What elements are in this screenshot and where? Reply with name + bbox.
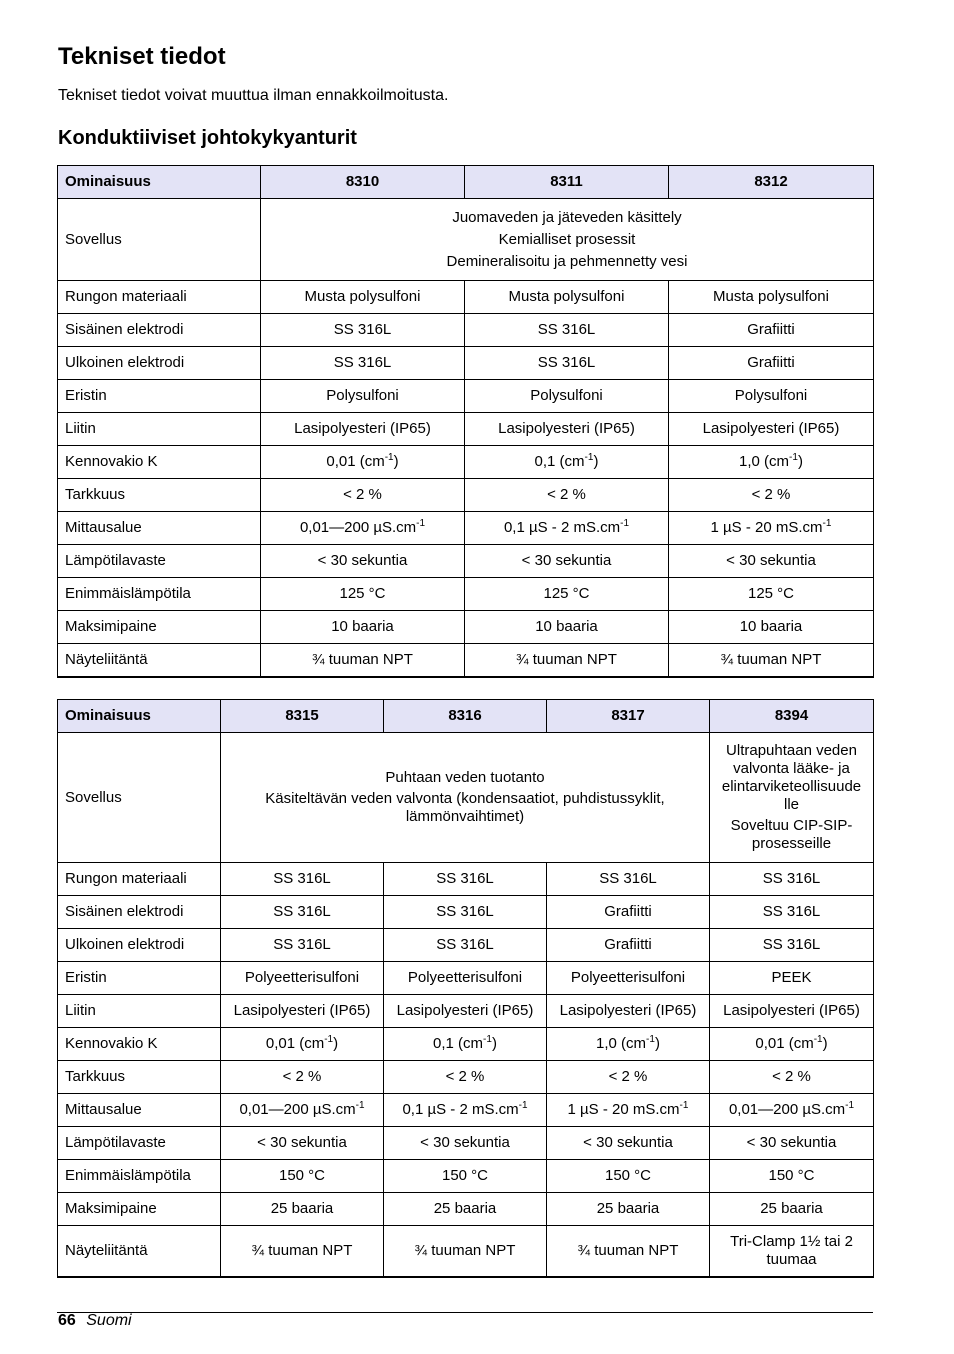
- table-header-row: [58, 166, 874, 199]
- value-cell: Musta polysulfoni: [465, 281, 669, 314]
- row-label: Liitin: [58, 995, 221, 1028]
- value-cell: SS 316L: [221, 863, 384, 896]
- header-cell: 8316: [384, 700, 547, 733]
- header-cell: 8312: [669, 166, 874, 199]
- table-row: [58, 1127, 874, 1160]
- value-cell: 150 °C: [547, 1160, 710, 1193]
- value-cell: SS 316L: [547, 863, 710, 896]
- table-row: [58, 1226, 874, 1278]
- row-label: Ulkoinen elektrodi: [58, 929, 221, 962]
- value-cell: 150 °C: [384, 1160, 547, 1193]
- application-line: Puhtaan veden tuotanto: [385, 769, 545, 786]
- value-cell: < 30 sekuntia: [261, 545, 465, 578]
- value-cell: Grafiitti: [669, 347, 874, 380]
- application-cell-8394: [710, 733, 874, 863]
- value-cell: [384, 1094, 547, 1127]
- value-suffix: ): [797, 453, 803, 470]
- header-cell: Ominaisuus: [58, 700, 221, 733]
- unit-exponent: -1: [789, 452, 798, 463]
- value-cell: Lasipolyesteri (IP65): [465, 413, 669, 446]
- value-cell: Lasipolyesteri (IP65): [221, 995, 384, 1028]
- value-cell: < 2 %: [384, 1061, 547, 1094]
- value-cell: 10 baaria: [465, 611, 669, 644]
- value-cell: [261, 446, 465, 479]
- value-cell: Lasipolyesteri (IP65): [669, 413, 874, 446]
- value-cell: < 30 sekuntia: [465, 545, 669, 578]
- unit-exponent: -1: [813, 1034, 823, 1045]
- unit-exponent: -1: [483, 1034, 492, 1045]
- value-cell: < 30 sekuntia: [384, 1127, 547, 1160]
- page-title: Tekniset tiedot: [58, 43, 226, 70]
- unit-exponent: -1: [822, 518, 832, 529]
- value-cell: SS 316L: [221, 896, 384, 929]
- table-row: [58, 578, 874, 611]
- unit-exponent: -1: [355, 1100, 365, 1111]
- table-row: [58, 962, 874, 995]
- value-text: 1,0 (cm: [596, 1035, 647, 1052]
- value-cell: [221, 1094, 384, 1127]
- value-text: 1,0 (cm: [739, 453, 790, 470]
- unit-exponent: -1: [416, 518, 426, 529]
- value-cell: 10 baaria: [261, 611, 465, 644]
- value-cell: Grafiitti: [669, 314, 874, 347]
- value-text: 0,1 µS - 2 mS.cm: [402, 1101, 519, 1118]
- intro-text: Tekniset tiedot voivat muuttua ilman ennakkoilmoitusta.: [58, 87, 449, 104]
- unit-exponent: -1: [845, 1100, 855, 1111]
- row-label: Eristin: [58, 380, 261, 413]
- value-cell: [384, 1028, 547, 1061]
- row-label: Rungon materiaali: [58, 281, 261, 314]
- value-cell: [465, 446, 669, 479]
- value-cell: < 2 %: [547, 1061, 710, 1094]
- value-text: 0,01—200 µS.cm: [299, 519, 417, 536]
- value-cell: < 2 %: [465, 479, 669, 512]
- application-cell: [221, 733, 710, 863]
- value-cell: [547, 1094, 710, 1127]
- value-cell: 125 °C: [669, 578, 874, 611]
- value-cell: Polysulfoni: [465, 380, 669, 413]
- table-row: [58, 512, 874, 545]
- value-cell: SS 316L: [384, 863, 547, 896]
- unit-exponent: -1: [620, 518, 630, 529]
- value-cell: < 2 %: [221, 1061, 384, 1094]
- value-cell: Musta polysulfoni: [261, 281, 465, 314]
- value-cell: 125 °C: [465, 578, 669, 611]
- value-text: 0,01 (cm: [755, 1035, 814, 1052]
- section-title: Konduktiiviset johtokykyanturit: [58, 127, 357, 149]
- application-cell: [261, 199, 874, 281]
- unit-exponent: -1: [384, 452, 394, 463]
- table-row: [58, 347, 874, 380]
- value-text: 0,01 (cm: [326, 453, 385, 470]
- value-cell: Lasipolyesteri (IP65): [261, 413, 465, 446]
- unit-exponent: -1: [679, 1100, 689, 1111]
- value-cell: < 2 %: [710, 1061, 874, 1094]
- row-label: Liitin: [58, 413, 261, 446]
- table-row: [58, 479, 874, 512]
- value-cell: 150 °C: [710, 1160, 874, 1193]
- value-cell: ¾ tuuman NPT: [465, 644, 669, 678]
- row-label: Sisäinen elektrodi: [58, 896, 221, 929]
- table-row: [58, 413, 874, 446]
- table-row: [58, 863, 874, 896]
- table-row: [58, 1094, 874, 1127]
- value-cell: < 30 sekuntia: [547, 1127, 710, 1160]
- value-cell: Polyeetterisulfoni: [221, 962, 384, 995]
- value-cell: 150 °C: [221, 1160, 384, 1193]
- table-row: [58, 1061, 874, 1094]
- value-cell: 25 baaria: [221, 1193, 384, 1226]
- value-text: 1 µS - 20 mS.cm: [567, 1101, 680, 1118]
- value-cell: < 2 %: [261, 479, 465, 512]
- row-label: Tarkkuus: [58, 1061, 221, 1094]
- row-label: Enimmäislämpötila: [58, 578, 261, 611]
- value-suffix: ): [822, 1035, 828, 1052]
- value-cell: SS 316L: [384, 896, 547, 929]
- value-cell: [669, 446, 874, 479]
- value-cell: [261, 512, 465, 545]
- row-label: Mittausalue: [58, 1094, 221, 1127]
- table-row: [58, 1160, 874, 1193]
- table-row: [58, 1028, 874, 1061]
- value-cell: Grafiitti: [547, 896, 710, 929]
- value-cell: PEEK: [710, 962, 874, 995]
- value-cell: ¾ tuuman NPT: [384, 1226, 547, 1278]
- value-cell: SS 316L: [465, 314, 669, 347]
- table-row: [58, 314, 874, 347]
- application-line: Soveltuu CIP-SIP-prosesseille: [730, 817, 853, 852]
- table-row: [58, 199, 874, 281]
- value-cell: Polysulfoni: [669, 380, 874, 413]
- value-cell: SS 316L: [384, 929, 547, 962]
- unit-exponent: -1: [518, 1100, 528, 1111]
- table-row: [58, 929, 874, 962]
- value-cell: 25 baaria: [384, 1193, 547, 1226]
- row-label: Ulkoinen elektrodi: [58, 347, 261, 380]
- value-cell: Polyeetterisulfoni: [547, 962, 710, 995]
- table-header-row: [58, 700, 874, 733]
- row-label: Maksimipaine: [58, 611, 261, 644]
- value-text: 1 µS - 20 mS.cm: [710, 519, 823, 536]
- value-cell: Lasipolyesteri (IP65): [547, 995, 710, 1028]
- value-text: 0,01 (cm: [265, 1035, 325, 1052]
- value-cell: ¾ tuuman NPT: [221, 1226, 384, 1278]
- value-text: 0,1 (cm: [534, 453, 585, 470]
- value-cell: 25 baaria: [547, 1193, 710, 1226]
- table-row: [58, 896, 874, 929]
- table-row: [58, 281, 874, 314]
- value-text: 0,01—200 µS.cm: [239, 1101, 356, 1118]
- row-label: Rungon materiaali: [58, 863, 221, 896]
- value-cell: Tri-Clamp 1½ tai 2 tuumaa: [710, 1226, 874, 1278]
- application-line: Juomaveden ja jäteveden käsittely: [452, 208, 682, 226]
- row-label: Näyteliitäntä: [58, 644, 261, 678]
- value-text: 0,1 (cm: [433, 1035, 484, 1052]
- application-line: Käsiteltävän veden valvonta (kondensaatiot, puhdistussyklit, lämmönvaihtimet): [265, 790, 665, 825]
- row-label: Sovellus: [58, 733, 221, 863]
- unit-exponent: -1: [646, 1034, 655, 1045]
- value-cell: Lasipolyesteri (IP65): [384, 995, 547, 1028]
- value-cell: < 30 sekuntia: [710, 1127, 874, 1160]
- row-label: Enimmäislämpötila: [58, 1160, 221, 1193]
- unit-exponent: -1: [324, 1034, 334, 1045]
- row-label: Sovellus: [58, 199, 261, 281]
- row-label: Sisäinen elektrodi: [58, 314, 261, 347]
- value-cell: Lasipolyesteri (IP65): [710, 995, 874, 1028]
- value-cell: 10 baaria: [669, 611, 874, 644]
- value-cell: Musta polysulfoni: [669, 281, 874, 314]
- application-line: Ultrapuhtaan veden valvonta lääke- ja elintarviketeollisuude lle: [721, 742, 862, 813]
- value-cell: Grafiitti: [547, 929, 710, 962]
- application-line: Demineralisoitu ja pehmennetty vesi: [446, 252, 688, 270]
- value-suffix: ): [491, 1035, 497, 1052]
- row-label: Näyteliitäntä: [58, 1226, 221, 1278]
- footer-language: Suomi: [86, 1312, 132, 1329]
- value-cell: 125 °C: [261, 578, 465, 611]
- table-row: [58, 545, 874, 578]
- table-row: [58, 380, 874, 413]
- value-cell: SS 316L: [261, 347, 465, 380]
- value-cell: < 30 sekuntia: [669, 545, 874, 578]
- table-row: [58, 644, 874, 678]
- value-cell: [465, 512, 669, 545]
- page-number: 66: [58, 1312, 76, 1329]
- table-row: [58, 611, 874, 644]
- value-cell: [710, 1094, 874, 1127]
- row-label: Lämpötilavaste: [58, 545, 261, 578]
- footer-divider: [57, 1312, 873, 1313]
- header-cell: 8310: [261, 166, 465, 199]
- table-row: [58, 446, 874, 479]
- value-cell: < 2 %: [669, 479, 874, 512]
- value-cell: SS 316L: [710, 896, 874, 929]
- row-label: Mittausalue: [58, 512, 261, 545]
- spec-table-1: [57, 165, 874, 678]
- value-text: 0,01—200 µS.cm: [728, 1101, 846, 1118]
- value-cell: 25 baaria: [710, 1193, 874, 1226]
- value-suffix: ): [393, 453, 399, 470]
- header-cell: 8394: [710, 700, 874, 733]
- value-cell: SS 316L: [465, 347, 669, 380]
- table-row: [58, 995, 874, 1028]
- value-suffix: ): [654, 1035, 660, 1052]
- page-footer: [58, 1312, 132, 1330]
- header-cell: 8317: [547, 700, 710, 733]
- value-cell: ¾ tuuman NPT: [669, 644, 874, 678]
- value-cell: ¾ tuuman NPT: [261, 644, 465, 678]
- row-label: Eristin: [58, 962, 221, 995]
- table-row: [58, 1193, 874, 1226]
- value-cell: Polysulfoni: [261, 380, 465, 413]
- value-cell: SS 316L: [710, 929, 874, 962]
- table-row: [58, 733, 874, 863]
- value-cell: SS 316L: [261, 314, 465, 347]
- row-label: Kennovakio K: [58, 446, 261, 479]
- value-cell: [547, 1028, 710, 1061]
- application-line: Kemialliset prosessit: [498, 230, 636, 248]
- value-cell: [221, 1028, 384, 1061]
- header-cell: 8311: [465, 166, 669, 199]
- header-cell: 8315: [221, 700, 384, 733]
- row-label: Tarkkuus: [58, 479, 261, 512]
- value-cell: SS 316L: [710, 863, 874, 896]
- value-cell: SS 316L: [221, 929, 384, 962]
- value-suffix: ): [333, 1035, 339, 1052]
- row-label: Lämpötilavaste: [58, 1127, 221, 1160]
- value-cell: Polyeetterisulfoni: [384, 962, 547, 995]
- value-cell: [710, 1028, 874, 1061]
- value-cell: ¾ tuuman NPT: [547, 1226, 710, 1278]
- row-label: Maksimipaine: [58, 1193, 221, 1226]
- row-label: Kennovakio K: [58, 1028, 221, 1061]
- value-cell: [669, 512, 874, 545]
- spec-table-2: [57, 699, 874, 1278]
- header-cell: Ominaisuus: [58, 166, 261, 199]
- value-suffix: ): [593, 453, 599, 470]
- value-text: 0,1 µS - 2 mS.cm: [503, 519, 621, 536]
- unit-exponent: -1: [584, 452, 594, 463]
- value-cell: < 30 sekuntia: [221, 1127, 384, 1160]
